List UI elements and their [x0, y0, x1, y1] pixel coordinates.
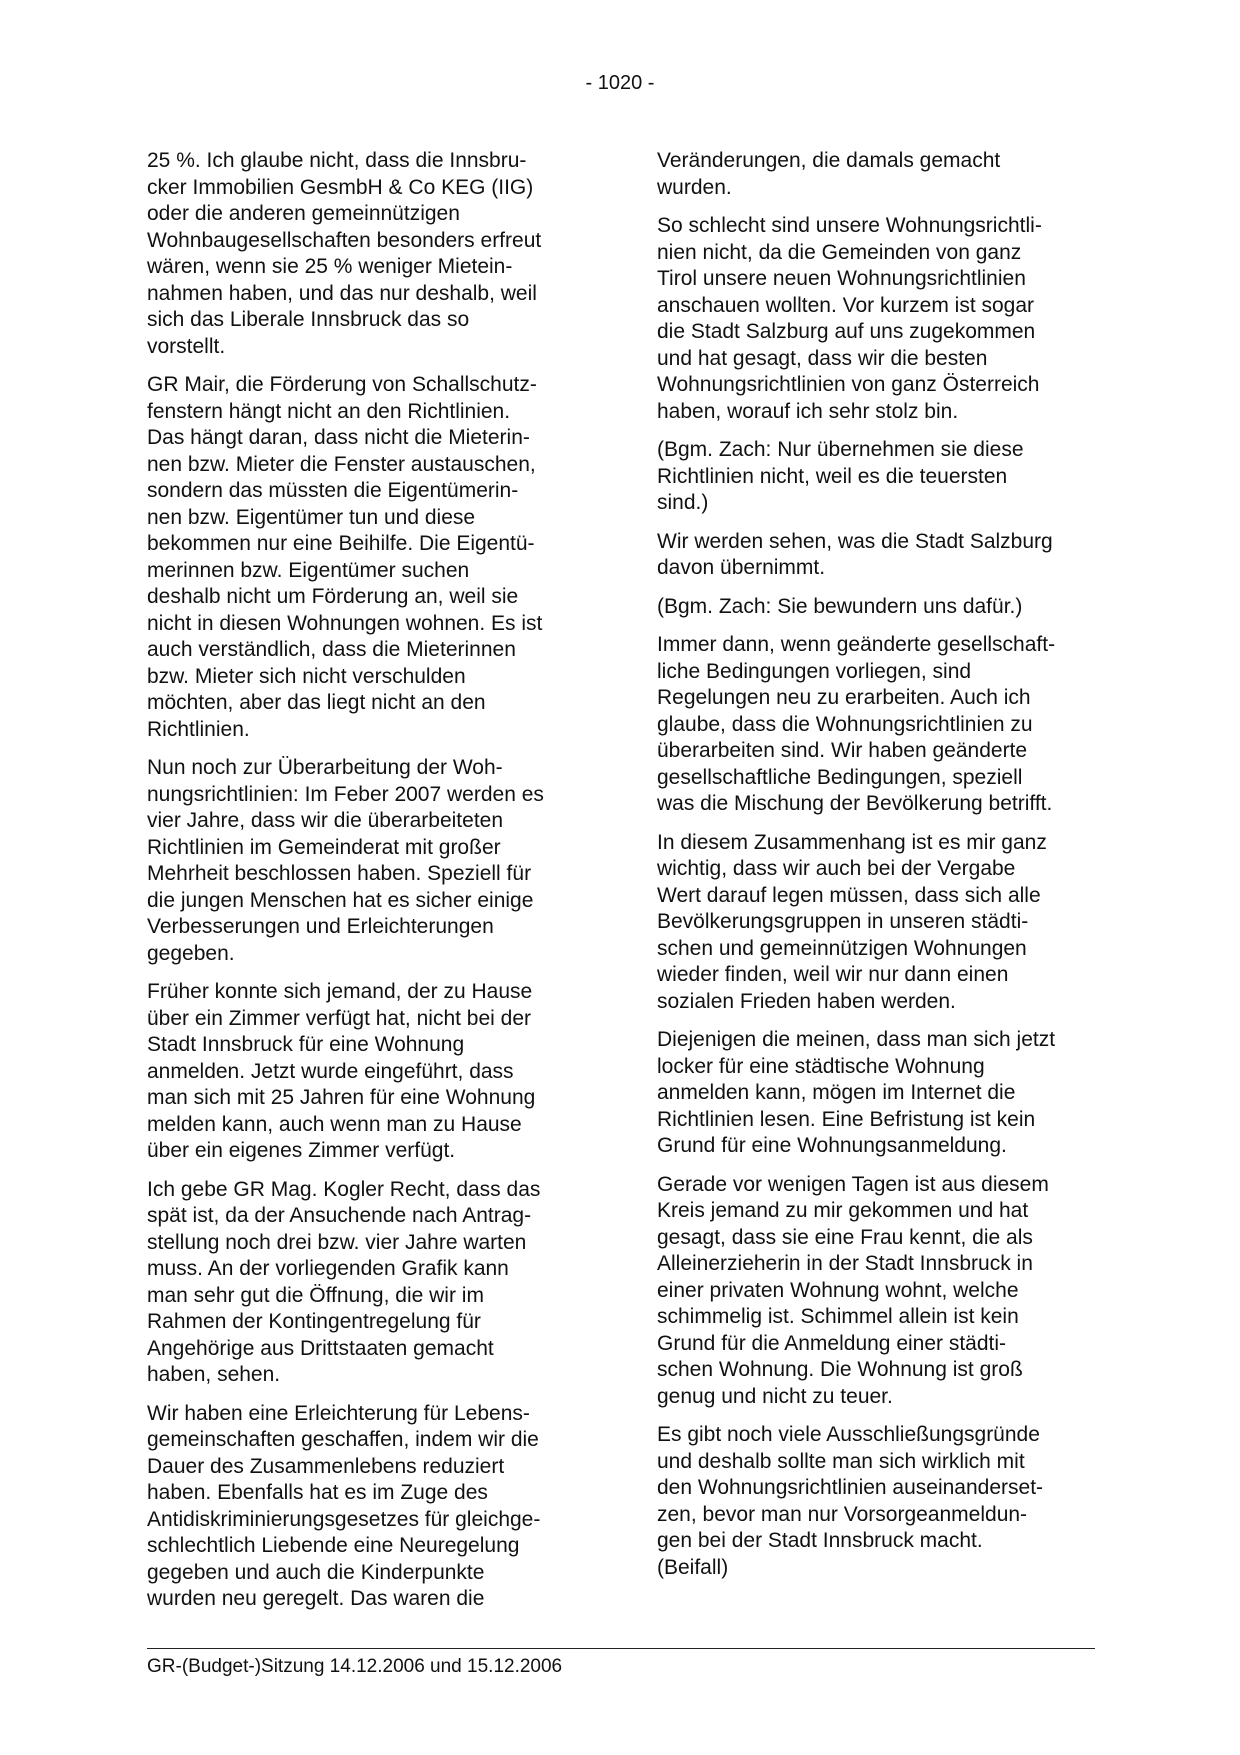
right-column	[657, 148, 1097, 1593]
paragraph: Wir haben eine Erleichterung für Lebens- gemeinschaften geschaffen, indem wir die Dauer des Zusammenlebens reduziert haben. Ebenfalls hat es im Zuge des Antidiskriminierungsgesetzes für gleichge- schlechtlich Liebende eine Neuregelung gegeben und auch die Kinderpunkte wurden neu geregelt. Das waren die	[147, 1401, 541, 1610]
paragraph: Es gibt noch viele Ausschließungsgründe und deshalb sollte man sich wirklich mit den Wohnungsrichtlinien auseinanderset- zen, bevor man nur Vorsorgeanmeldun- gen bei der Stadt Innsbruck macht. (Beifall)	[657, 1423, 1044, 1579]
page-footer: GR-(Budget-)Sitzung 14.12.2006 und 15.12.2006	[147, 1656, 563, 1677]
paragraph: Gerade vor wenigen Tagen ist aus diesem Kreis jemand zu mir gekommen und hat gesagt, dass sie eine Frau kennt, die als Alleinerzieherin in der Stadt Innsbruck in einer privaten Wohnung wohnt, welche schimmelig ist. Schimmel allein ist kein Grund für die Anmeldung einer städti- schen Wohnung. Die Wohnung ist groß genug und nicht zu teuer.	[657, 1172, 1049, 1408]
paragraph: Veränderungen, die damals gemacht wurden.	[657, 149, 1001, 199]
paragraph: Wir werden sehen, was die Stadt Salzburg davon übernimmt.	[657, 529, 1053, 579]
paragraph: In diesem Zusammenhang ist es mir ganz wichtig, dass wir auch bei der Vergabe Wert darauf legen müssen, dass sich alle Bevölkerungsgruppen in unseren städti- schen und gemeinnützigen Wohnungen wieder finden, weil wir nur dann einen sozialen Frieden haben werden.	[657, 830, 1047, 1013]
interjection: (Bgm. Zach: Sie bewundern uns dafür.)	[657, 594, 1023, 618]
left-column	[147, 148, 587, 1625]
paragraph: 25 %. Ich glaube nicht, dass die Innsbru- cker Immobilien GesmbH & Co KEG (IIG) oder die anderen gemeinnützigen Wohnbaugesellschaften besonders erfreut wären, wenn sie 25 % weniger Mietein- nahmen haben, und das nur deshalb, weil sich das Liberale Innsbruck das so vorstellt.	[147, 149, 542, 358]
paragraph: Nun noch zur Überarbeitung der Woh- nungsrichtlinien: Im Feber 2007 werden es vier Jahre, dass wir die überarbeiteten Richtlinien im Gemeinderat mit großer Mehrheit beschlossen haben. Speziell für die jungen Menschen hat es sicher einige Verbesserungen und Erleichterungen gegeben.	[147, 756, 544, 965]
paragraph: Diejenigen die meinen, dass man sich jetzt locker für eine städtische Wohnung anmelden kann, mögen im Internet die Richtlinien lesen. Eine Befristung ist kein Grund für eine Wohnungsanmeldung.	[657, 1028, 1056, 1157]
paragraph: Immer dann, wenn geänderte gesellschaft- liche Bedingungen vorliegen, sind Regelungen neu zu erarbeiten. Auch ich glaube, dass die Wohnungsrichtlinien zu überarbeiten sind. Wir haben geänderte gesellschaftliche Bedingungen, speziell was die Mischung der Bevölkerung betrifft.	[657, 633, 1056, 815]
interjection: (Bgm. Zach: Nur übernehmen sie diese Richtlinien nicht, weil es die teuersten sind.)	[657, 438, 1024, 514]
paragraph: Ich gebe GR Mag. Kogler Recht, dass das spät ist, da der Ansuchende nach Antrag- stellung noch drei bzw. vier Jahre warten muss. An der vorliegenden Grafik kann man sehr gut die Öffnung, die wir im Rahmen der Kontingentregelung für Angehörige aus Drittstaaten gemacht haben, sehen.	[147, 1177, 541, 1386]
page-number: - 1020 -	[585, 72, 655, 94]
paragraph: GR Mair, die Förderung von Schallschutz- fenstern hängt nicht an den Richtlinien. Das hängt daran, dass nicht die Mieterin- nen bzw. Mieter die Fenster austauschen, sondern das müssten die Eigentümerin- nen bzw. Eigentümer tun und diese bekommen nur eine Beihilfe. Die Eigentü- merinnen bzw. Eigentümer suchen deshalb nicht um Förderung an, weil sie nicht in diesen Wohnungen wohnen. Es ist auch verständlich, dass die Mieterinnen bzw. Mieter sich nicht verschulden möchten, aber das liegt nicht an den Richtlinien.	[147, 373, 543, 741]
paragraph: So schlecht sind unsere Wohnungsrichtli- nien nicht, da die Gemeinden von ganz Tirol unsere neuen Wohnungsrichtlinien anschauen wollten. Vor kurzem ist sogar die Stadt Salzburg auf uns zugekommen und hat gesagt, dass wir die besten Wohnungsrichtlinien von ganz Österreich haben, worauf ich sehr stolz bin.	[657, 214, 1042, 423]
paragraph: Früher konnte sich jemand, der zu Hause über ein Zimmer verfügt hat, nicht bei der Stadt Innsbruck für eine Wohnung anmelden. Jetzt wurde eingeführt, dass man sich mit 25 Jahren für eine Wohnung melden kann, auch wenn man zu Hause über ein eigenes Zimmer verfügt.	[147, 980, 536, 1162]
footer-divider	[147, 1648, 1095, 1649]
